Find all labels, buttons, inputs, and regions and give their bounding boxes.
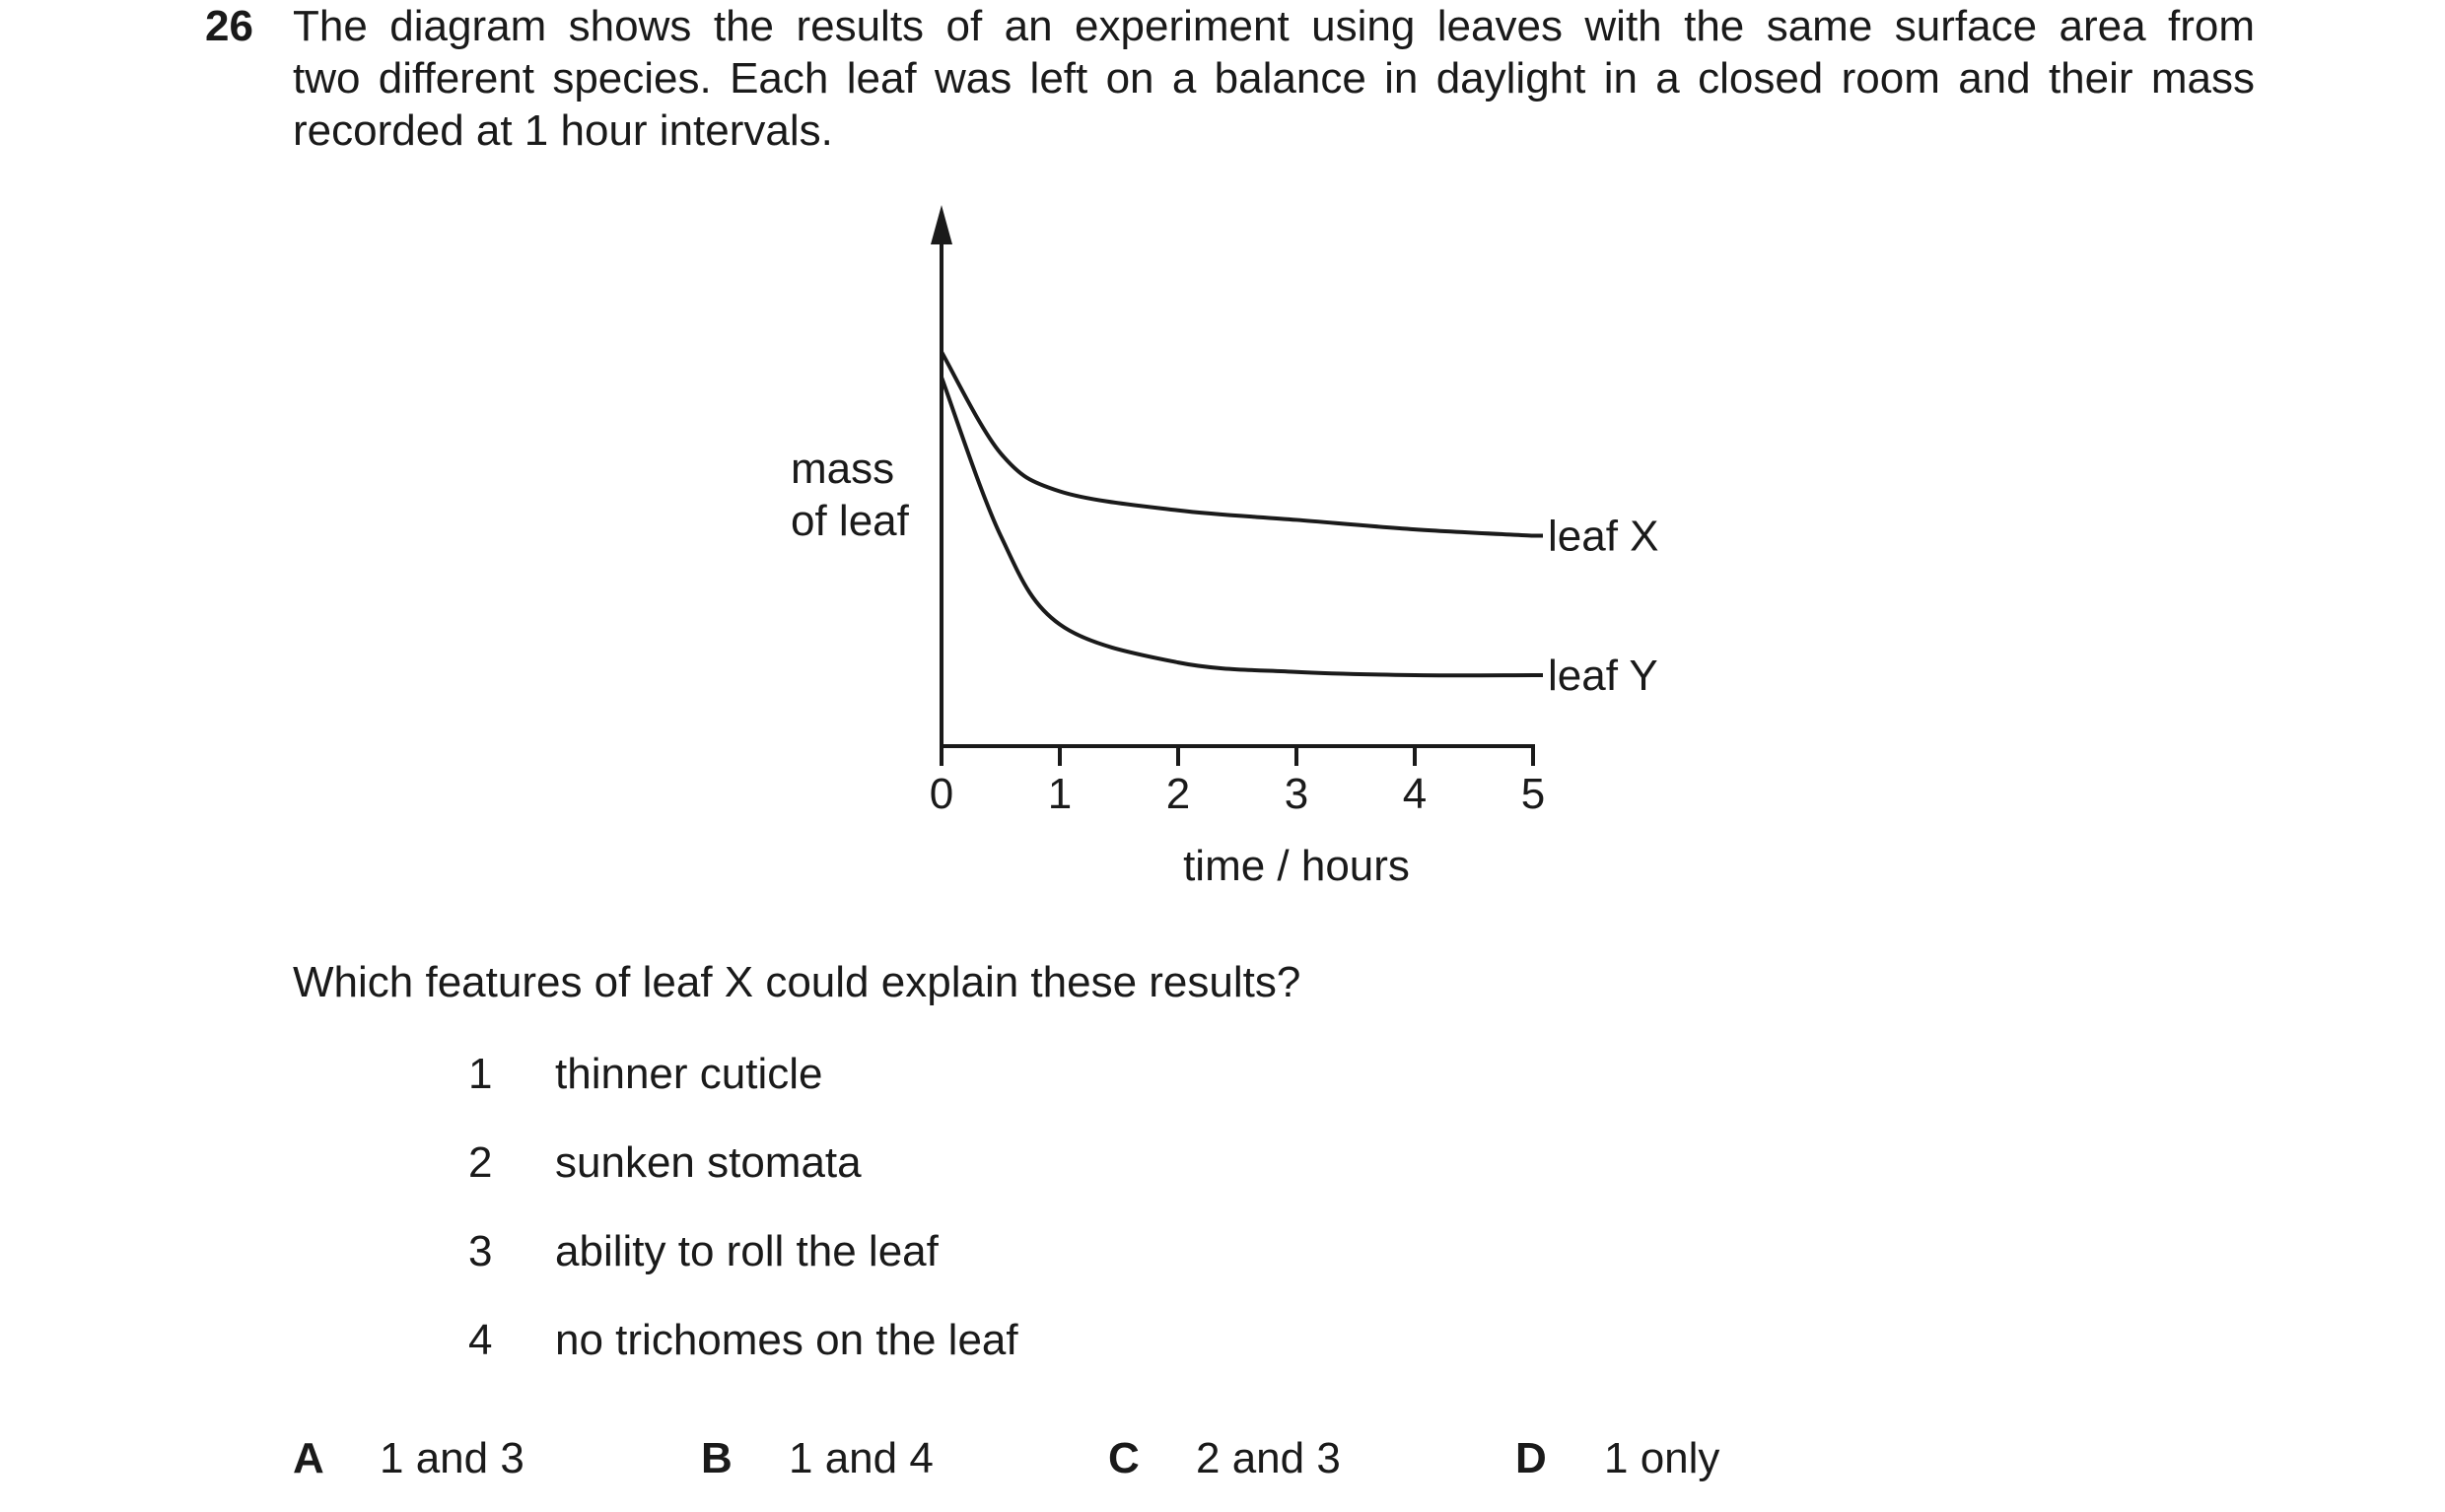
x-tick-label: 4 [1402, 770, 1428, 818]
option-c-letter[interactable]: C [1108, 1434, 1140, 1482]
stem-line: recorded at 1 hour intervals. [293, 106, 833, 155]
option-a-letter[interactable]: A [293, 1434, 324, 1482]
graph-axes [931, 205, 1535, 766]
statement-number: 1 [468, 1050, 493, 1098]
option-b-text[interactable]: 1 and 4 [789, 1434, 934, 1482]
stem-line: The diagram shows the results of an experiment using leaves with the same surface area from [293, 2, 2255, 50]
option-d-text[interactable]: 1 only [1604, 1434, 1720, 1482]
statement-text: no trichomes on the leaf [555, 1316, 1018, 1364]
question-prompt: Which features of leaf X could explain these results? [293, 958, 1301, 1006]
statement-number: 3 [468, 1227, 493, 1275]
statement-number: 4 [468, 1316, 493, 1364]
x-tick-label: 1 [1047, 770, 1073, 818]
leaf-x-curve [942, 352, 1533, 536]
x-tick-label: 3 [1284, 770, 1309, 818]
x-tick-label: 0 [929, 770, 954, 818]
y-axis-label: of leaf [791, 497, 909, 545]
x-tick-label: 5 [1520, 770, 1546, 818]
leaf-x-label: leaf X [1548, 512, 1659, 561]
y-axis-label: mass [791, 445, 895, 493]
question-number: 26 [205, 2, 253, 50]
x-axis-label: time / hours [1183, 842, 1410, 890]
statement-text: sunken stomata [555, 1138, 862, 1187]
option-b-letter[interactable]: B [701, 1434, 733, 1482]
x-tick-label: 2 [1165, 770, 1191, 818]
option-a-text[interactable]: 1 and 3 [380, 1434, 524, 1482]
option-d-letter[interactable]: D [1515, 1434, 1547, 1482]
y-axis-arrowhead [931, 205, 952, 244]
graph-series [942, 352, 1543, 675]
statement-number: 2 [468, 1138, 493, 1187]
leaf-y-curve [942, 378, 1533, 676]
option-c-text[interactable]: 2 and 3 [1196, 1434, 1341, 1482]
stem-line: two different species. Each leaf was left on a balance in daylight in a closed room and their mass [293, 54, 2255, 103]
statement-text: thinner cuticle [555, 1050, 823, 1098]
statement-text: ability to roll the leaf [555, 1227, 939, 1275]
leaf-y-label: leaf Y [1548, 652, 1658, 700]
